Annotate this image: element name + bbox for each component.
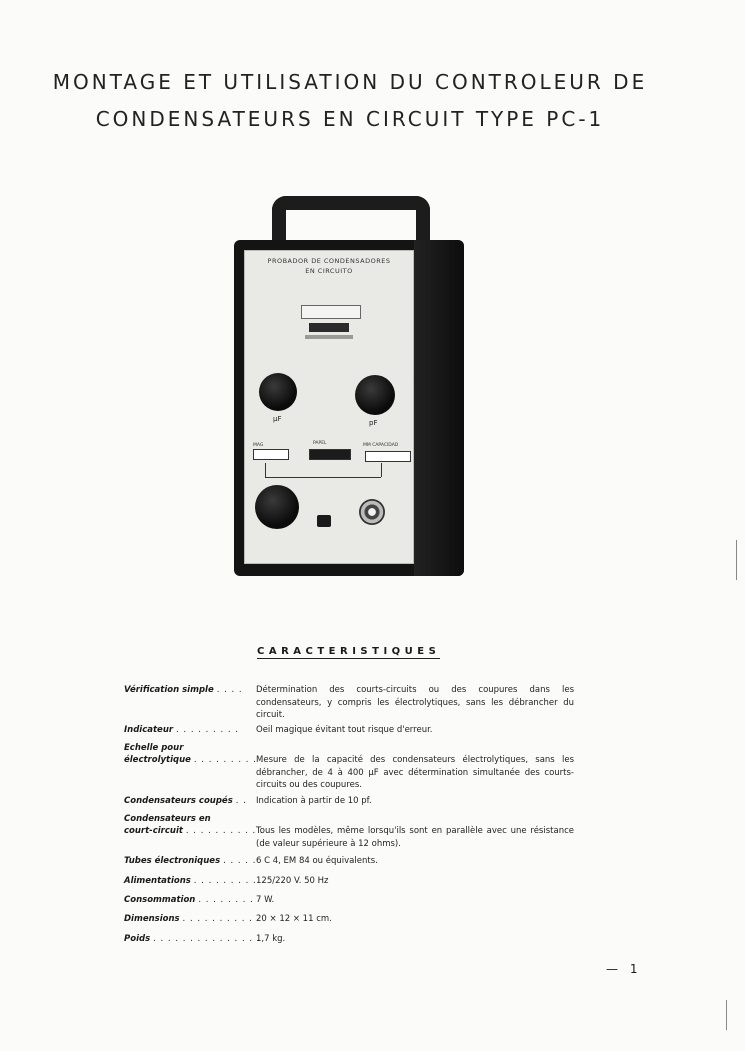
spec-value: 20 × 12 × 11 cm. — [256, 914, 332, 924]
spec-label: Consommation . . . . . . . . — [124, 895, 254, 905]
scan-margin-mark — [736, 540, 737, 580]
spec-label: Echelle pour électrolytique . . . . . . . . . . — [124, 743, 265, 765]
specs-heading: CARACTERISTIQUES — [257, 646, 441, 657]
microfarad-range-knob[interactable] — [259, 373, 297, 411]
switch-label-right: MM CAPACIDAD — [363, 443, 399, 448]
picofarad-range-knob[interactable] — [355, 375, 395, 415]
panel-line — [265, 477, 381, 478]
spec-value: Mesure de la capacité des condensateurs électrolytiques, sans les débrancher, de 4 à 400 µF avec détermination simultanée des courts-circuits ou des coupures. — [256, 755, 574, 790]
brand-plate — [309, 323, 349, 332]
spec-label: Dimensions . . . . . . . . . . — [124, 914, 253, 924]
device-photo — [234, 196, 464, 576]
test-lead-jack[interactable] — [359, 499, 385, 525]
document-title-line-2: CONDENSATEURS EN CIRCUIT TYPE PC-1 — [95, 107, 605, 131]
unit-label-left: µF — [273, 415, 282, 423]
switch-center[interactable] — [309, 449, 351, 460]
spec-value: 1,7 kg. — [256, 934, 286, 944]
front-panel — [244, 250, 414, 564]
case-side — [414, 240, 464, 576]
switch-right[interactable] — [365, 451, 411, 462]
power-toggle[interactable] — [317, 515, 331, 527]
switch-label-left: MAG — [253, 443, 264, 448]
spec-value: Détermination des courts-circuits ou des coupures dans les condensateurs, y compris les électrolytiques, sans les débrancher du circuit. — [256, 685, 574, 720]
document-title-line-1: MONTAGE ET UTILISATION DU CONTROLEUR DE — [52, 70, 648, 94]
spec-value: 125/220 V. 50 Hz — [256, 876, 329, 886]
magic-eye-indicator — [301, 305, 361, 319]
page-number: — 1 — [606, 962, 642, 976]
panel-title-line-1: PROBADOR DE CONDENSADORES — [267, 257, 391, 265]
spec-label: Condensateurs en court-circuit . . . . . . . . . . . — [124, 814, 264, 836]
spec-label: Indicateur . . . . . . . . . — [124, 725, 239, 735]
device-case — [234, 240, 464, 576]
scan-margin-mark — [726, 1000, 727, 1030]
model-plate — [305, 335, 353, 339]
switch-label-center: PAPEL — [313, 441, 327, 446]
spec-value: Indication à partir de 10 pf. — [256, 796, 372, 806]
function-selector-knob[interactable] — [255, 485, 299, 529]
spec-value: Tous les modèles, même lorsqu'ils sont en parallèle avec une résistance (de valeur supérieure à 12 ohms). — [256, 826, 574, 849]
spec-value: 7 W. — [256, 895, 275, 905]
switch-left[interactable] — [253, 449, 289, 460]
spec-label: Tubes électroniques . . . . . — [124, 856, 257, 866]
panel-line — [381, 463, 382, 477]
spec-label: Poids . . . . . . . . . . . . . . . — [124, 934, 261, 944]
panel-line — [265, 463, 266, 477]
spec-value: 6 C 4, EM 84 ou équivalents. — [256, 856, 378, 866]
panel-title-line-2: EN CIRCUITO — [305, 267, 353, 275]
spec-label: Alimentations . . . . . . . . . — [124, 876, 257, 886]
unit-label-right: pF — [369, 419, 378, 427]
spec-label: Condensateurs coupés . . — [124, 796, 247, 806]
spec-value: Oeil magique évitant tout risque d'erreur. — [256, 725, 433, 735]
spec-label: Vérification simple . . . . — [124, 685, 243, 695]
